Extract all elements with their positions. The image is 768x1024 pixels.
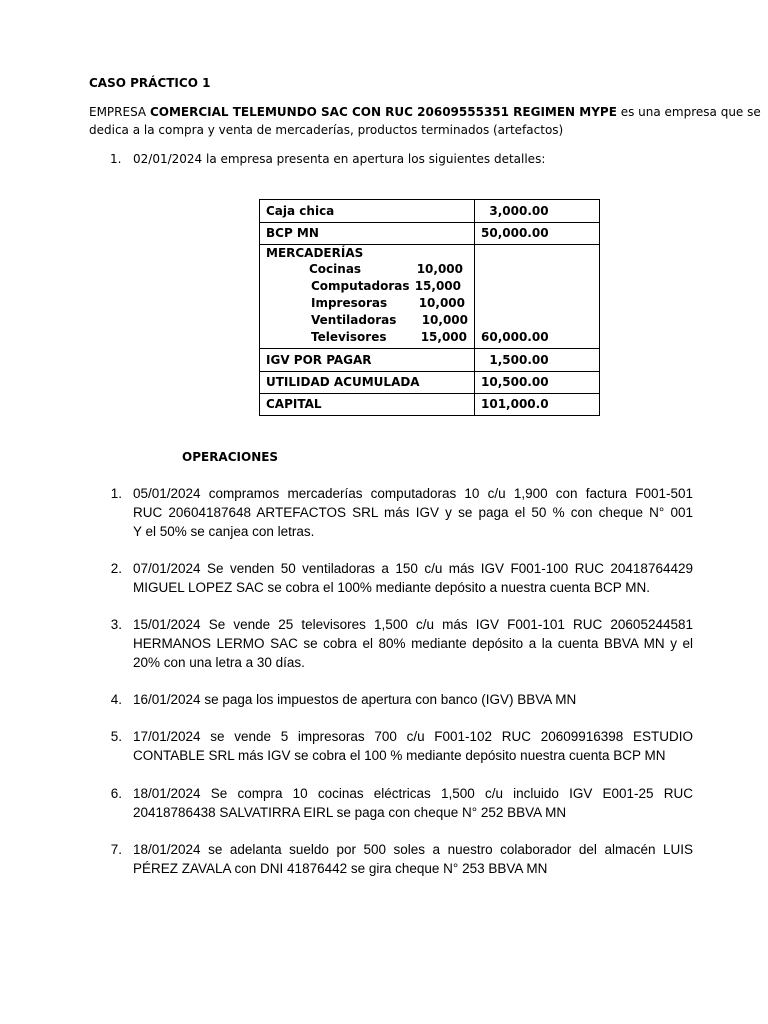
- merch-item-name: Cocinas: [309, 262, 362, 276]
- operation-line: PÉREZ ZAVALA con DNI 41876442 se gira cheque N° 253 BBVA MN: [133, 861, 548, 876]
- balance-label: UTILIDAD ACUMULADA: [260, 372, 475, 394]
- merch-item: [266, 278, 468, 295]
- operation-line: HERMANOS LERMO SAC se cobra el 80% mediante depósito a la cuenta BBVA MN y el: [133, 636, 693, 651]
- operation-line: CONTABLE SRL más IGV se cobra el 100 % mediante depósito nuestra cuenta BCP MN: [133, 748, 666, 763]
- operation-line: 20418786438 SALVATIRRA EIRL se paga con cheque N° 252 BBVA MN: [133, 805, 567, 820]
- operation-line: 16/01/2024 se paga los impuestos de apertura con banco (IGV) BBVA MN: [133, 692, 577, 707]
- balance-row-utilidad: [260, 372, 600, 394]
- opening-balance-table: [259, 199, 600, 416]
- balance-row-bcp: [260, 223, 600, 245]
- merch-cell: [260, 245, 475, 349]
- balance-row-caja: [260, 200, 600, 223]
- merch-item-name: Impresoras: [311, 296, 388, 310]
- operation-line: 07/01/2024 Se venden 50 ventiladoras a 150 c/u más IGV F001-100 RUC 20418764429: [133, 561, 693, 576]
- operation-line: MIGUEL LOPEZ SAC se cobra el 100% mediante depósito a nuestra cuenta BCP MN.: [133, 580, 651, 595]
- balance-row-mercaderias: [260, 245, 600, 349]
- operation-item: [133, 484, 693, 541]
- company-name: COMERCIAL TELEMUNDO SAC CON RUC 20609555351 REGIMEN MYPE: [149, 105, 617, 119]
- balance-row-capital: [260, 394, 600, 416]
- intro-paragraph: [89, 103, 761, 139]
- balance-label: IGV POR PAGAR: [260, 349, 475, 372]
- operation-number: 6.: [110, 786, 122, 801]
- operation-line: 17/01/2024 se vende 5 impresoras 700 c/u F001-102 RUC 20609916398 ESTUDIO: [133, 729, 693, 744]
- balance-value: 101,000.0: [475, 394, 600, 416]
- balance-label: CAPITAL: [260, 394, 475, 416]
- merch-item: [266, 295, 468, 312]
- operation-number: 5.: [110, 729, 122, 744]
- balance-value: 1,500.00: [475, 349, 600, 372]
- operation-line: 05/01/2024 compramos mercaderías computadoras 10 c/u 1,900 con factura F001-501: [133, 486, 693, 501]
- merch-total: 60,000.00: [475, 245, 600, 349]
- operation-item: [133, 840, 693, 878]
- operation-line: 18/01/2024 se adelanta sueldo por 500 soles a nuestro colaborador del almacén LUIS: [133, 842, 693, 857]
- merch-item-name: Ventiladoras: [311, 313, 397, 327]
- merch-item: [266, 312, 468, 329]
- operation-line: 15/01/2024 Se vende 25 televisores 1,500 c/u más IGV F001-101 RUC 20605244581: [133, 617, 693, 632]
- operation-line: RUC 20604187648 ARTEFACTOS SRL más IGV y se paga el 50 % con cheque N° 001: [133, 505, 693, 520]
- balance-value: 10,500.00: [475, 372, 600, 394]
- balance-value: 50,000.00: [475, 223, 600, 245]
- operation-number: 7.: [110, 842, 122, 857]
- operation-number: 1.: [110, 486, 122, 501]
- intro-line-1: [89, 103, 761, 121]
- merch-item: [266, 261, 468, 278]
- item-1-number: 1.: [110, 152, 122, 166]
- item-1-text: 02/01/2024 la empresa presenta en apertura los siguientes detalles:: [133, 152, 546, 166]
- operation-item: [133, 727, 693, 765]
- operation-item: [133, 784, 693, 822]
- merch-item-value: 10,000: [421, 313, 468, 327]
- operation-line: Y el 50% se canjea con letras.: [133, 524, 315, 539]
- merch-item: [266, 329, 468, 346]
- balance-label: Caja chica: [260, 200, 475, 223]
- merch-item-value: 15,000: [414, 279, 461, 293]
- merch-item-value: 10,000: [418, 296, 465, 310]
- intro-prefix: EMPRESA: [89, 105, 150, 119]
- operation-item: [133, 615, 693, 672]
- operation-item: [133, 559, 693, 597]
- operation-line: 18/01/2024 Se compra 10 cocinas eléctricas 1,500 c/u incluido IGV E001-25 RUC: [133, 786, 693, 801]
- merch-label: MERCADERÍAS: [266, 246, 364, 260]
- merch-item-name: Computadoras: [311, 279, 410, 293]
- balance-label: BCP MN: [260, 223, 475, 245]
- operation-number: 3.: [110, 617, 122, 632]
- operaciones-heading: OPERACIONES: [182, 450, 279, 464]
- operation-line: 20% con una letra a 30 días.: [133, 655, 305, 670]
- intro-line-2: dedica a la compra y venta de mercaderías, productos terminados (artefactos): [89, 123, 564, 137]
- balance-row-igv: [260, 349, 600, 372]
- merch-item-value: 10,000: [416, 262, 463, 276]
- balance-value: 3,000.00: [475, 200, 600, 223]
- intro-suffix: es una empresa que se: [616, 105, 761, 119]
- document-title: CASO PRÁCTICO 1: [89, 76, 211, 90]
- merch-item-value: 15,000: [420, 330, 467, 344]
- operation-item: [133, 690, 693, 709]
- merch-item-name: Televisores: [311, 330, 387, 344]
- operation-number: 2.: [110, 561, 122, 576]
- operation-number: 4.: [110, 692, 122, 707]
